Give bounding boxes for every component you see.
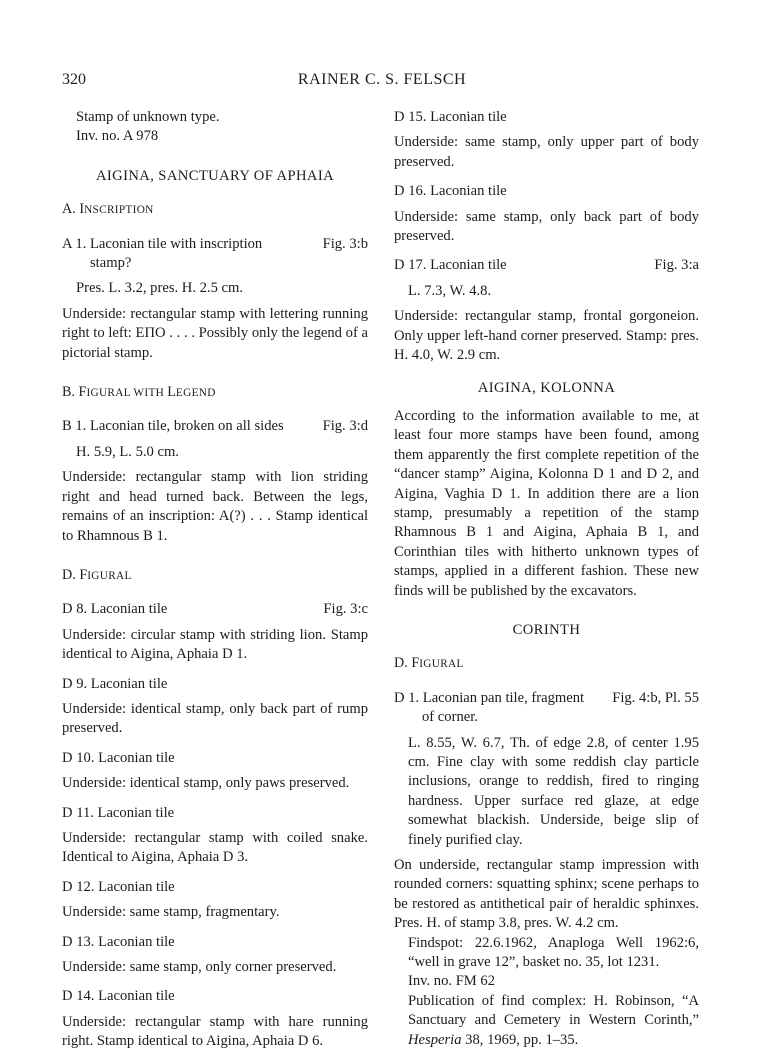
intro-line-1: Stamp of unknown type.: [76, 109, 220, 125]
entry-dimensions: Pres. L. 3.2, pres. H. 2.5 cm.: [76, 280, 243, 297]
entry-d8: [62, 600, 368, 664]
subsection-inscription: A. INSCRIPTION: [62, 201, 154, 218]
entry-corinth-d1: [394, 689, 699, 1050]
running-head: [62, 71, 702, 93]
entry-description: Underside: identical stamp, only back part of rump preserved.: [62, 700, 368, 737]
entry-d11: [62, 804, 368, 868]
entry-d10: [62, 749, 368, 794]
subsection-figural-legend: B. FIGURAL WITH LEGEND: [62, 384, 216, 401]
section-heading-kolonna: AIGINA, KOLONNA: [477, 380, 616, 397]
entry-title: D 8. Laconian tile: [62, 601, 168, 618]
entry-description: Underside: rectangular stamp with lettering running right to left: ΕΠΟ . . . . Possibly only the legend of a pictorial stamp.: [62, 305, 368, 361]
entry-title-row: [62, 417, 368, 436]
entry-d17: [394, 256, 699, 365]
entry-d9: [62, 675, 368, 739]
entry-d13: [62, 933, 368, 978]
entry-title-cont: stamp?: [90, 255, 132, 272]
entry-description: Underside: rectangular stamp with hare running right. Stamp identical to Aigina, Aphaia D 6.: [62, 1013, 368, 1050]
entry-description: Underside: identical stamp, only paws preserved.: [62, 775, 350, 792]
entry-title: D 17. Laconian tile: [394, 257, 507, 274]
author-header: RAINER C. S. FELSCH: [297, 71, 467, 88]
section-heading-corinth: CORINTH: [512, 621, 581, 638]
entry-d15: [394, 108, 699, 172]
entry-d14: [62, 987, 368, 1051]
entry-description: Underside: circular stamp with striding lion. Stamp identical to Aigina, Aphaia D 1.: [62, 626, 368, 663]
intro-line-2: Inv. no. A 978: [76, 128, 159, 145]
kolonna-paragraph: According to the information available to me, at least four more stamps have been found, among them apparently the first complete repetition of the “dancer stamp” Aigina, Kolonna D 1 and D 2, and Aigina, Vaghia D 1. In addition there are a lion stamp, presumably a repetition of the stamp Rhamnous B 1 and Aigina, Aphaia B 1, and Corinthian tiles with hitherto unknown types of stamps, applied in a different fashion. These new finds will be published by the excavators.: [394, 407, 699, 599]
figure-ref: Fig. 4:b, Pl. 55: [612, 689, 699, 706]
entry-dimensions: L. 8.55, W. 6.7, Th. of edge 2.8, of center 1.95 cm. Fine clay with some reddish clay particle inclusions, orange to reddish, fired to ringing hardness. Upper surface red glaze, at edge somewhat blackish. Underside, beige slip of finely purified clay.: [408, 734, 699, 848]
entry-title-cont: of corner.: [422, 709, 478, 726]
entry-b1: [62, 417, 368, 545]
entry-title-row: [394, 689, 699, 708]
entry-description: Underside: same stamp, only upper part of body preserved.: [394, 134, 699, 170]
entry-findspot: Findspot: 22.6.1962, Anaploga Well 1962:6, “well in grave 12”, basket no. 35, lot 1231.: [408, 934, 699, 971]
figure-ref: Fig. 3:a: [654, 257, 699, 274]
entry-d12: [62, 878, 368, 923]
entry-description: Underside: rectangular stamp, frontal gorgoneion. Only upper left-hand corner preserved. Stamp: pres. H. 4.0, W. 2.9 cm.: [394, 308, 699, 364]
subsection-figural: D. FIGURAL: [394, 655, 464, 672]
entry-inventory: Inv. no. FM 62: [408, 973, 496, 990]
entry-title-row: [62, 600, 368, 619]
entry-description: On underside, rectangular stamp impression with rounded corners: squatting sphinx; scene perhaps to be restored as antithetical pair of heraldic sphinxes. Pres. H. of stamp 3.8, pres. W. 4.2 cm.: [394, 857, 699, 932]
entry-description: Underside: rectangular stamp with lion striding right and head turned back. Between the legs, remains of an inscription: A(?) . . . Stamp identical to Rhamnous B 1.: [62, 469, 368, 544]
entry-publication: Publication of find complex: H. Robinson, “A Sanctuary and Cemetery in Western Corinth,” Hesperia 38, 1969, pp. 1–35.: [408, 992, 699, 1048]
entry-title: B 1. Laconian tile, broken on all sides: [62, 418, 284, 435]
subsection-figural: D. FIGURAL: [62, 566, 132, 583]
entry-title: D 9. Laconian tile: [62, 675, 168, 692]
figure-ref: Fig. 3:b: [322, 235, 368, 252]
figure-ref: Fig. 3:d: [322, 418, 368, 435]
entry-title: D 1. Laconian pan tile, fragment: [394, 689, 585, 706]
entry-title: D 15. Laconian tile: [394, 109, 507, 125]
page-number: 320: [62, 71, 86, 88]
entry-title: D 10. Laconian tile: [62, 749, 175, 766]
entry-title: D 14. Laconian tile: [62, 988, 175, 1005]
right-column: [394, 108, 699, 1050]
entry-title: D 16. Laconian tile: [394, 183, 507, 200]
left-column: [62, 108, 368, 1052]
entry-title: D 13. Laconian tile: [62, 933, 175, 950]
figure-ref: Fig. 3:c: [323, 601, 368, 618]
entry-title-row: [62, 235, 368, 254]
entry-a1: [62, 235, 368, 363]
entry-description: Underside: same stamp, only corner preserved.: [62, 959, 337, 975]
entry-title: D 11. Laconian tile: [62, 804, 175, 821]
entry-dimensions: L. 7.3, W. 4.8.: [408, 282, 492, 299]
entry-d16: [394, 182, 699, 246]
entry-title-row: [394, 256, 699, 275]
entry-dimensions: H. 5.9, L. 5.0 cm.: [76, 443, 179, 460]
section-heading-aphaia: AIGINA, SANCTUARY OF APHAIA: [95, 167, 335, 184]
entry-description: Underside: rectangular stamp with coiled snake. Identical to Aigina, Aphaia D 3.: [62, 829, 368, 866]
entry-title: A 1. Laconian tile with inscription: [62, 235, 263, 252]
entry-description: Underside: same stamp, only back part of body preserved.: [394, 208, 699, 245]
entry-description: Underside: same stamp, fragmentary.: [62, 904, 280, 921]
entry-title: D 12. Laconian tile: [62, 878, 175, 895]
journal-title: Hesperia: [408, 1031, 462, 1048]
